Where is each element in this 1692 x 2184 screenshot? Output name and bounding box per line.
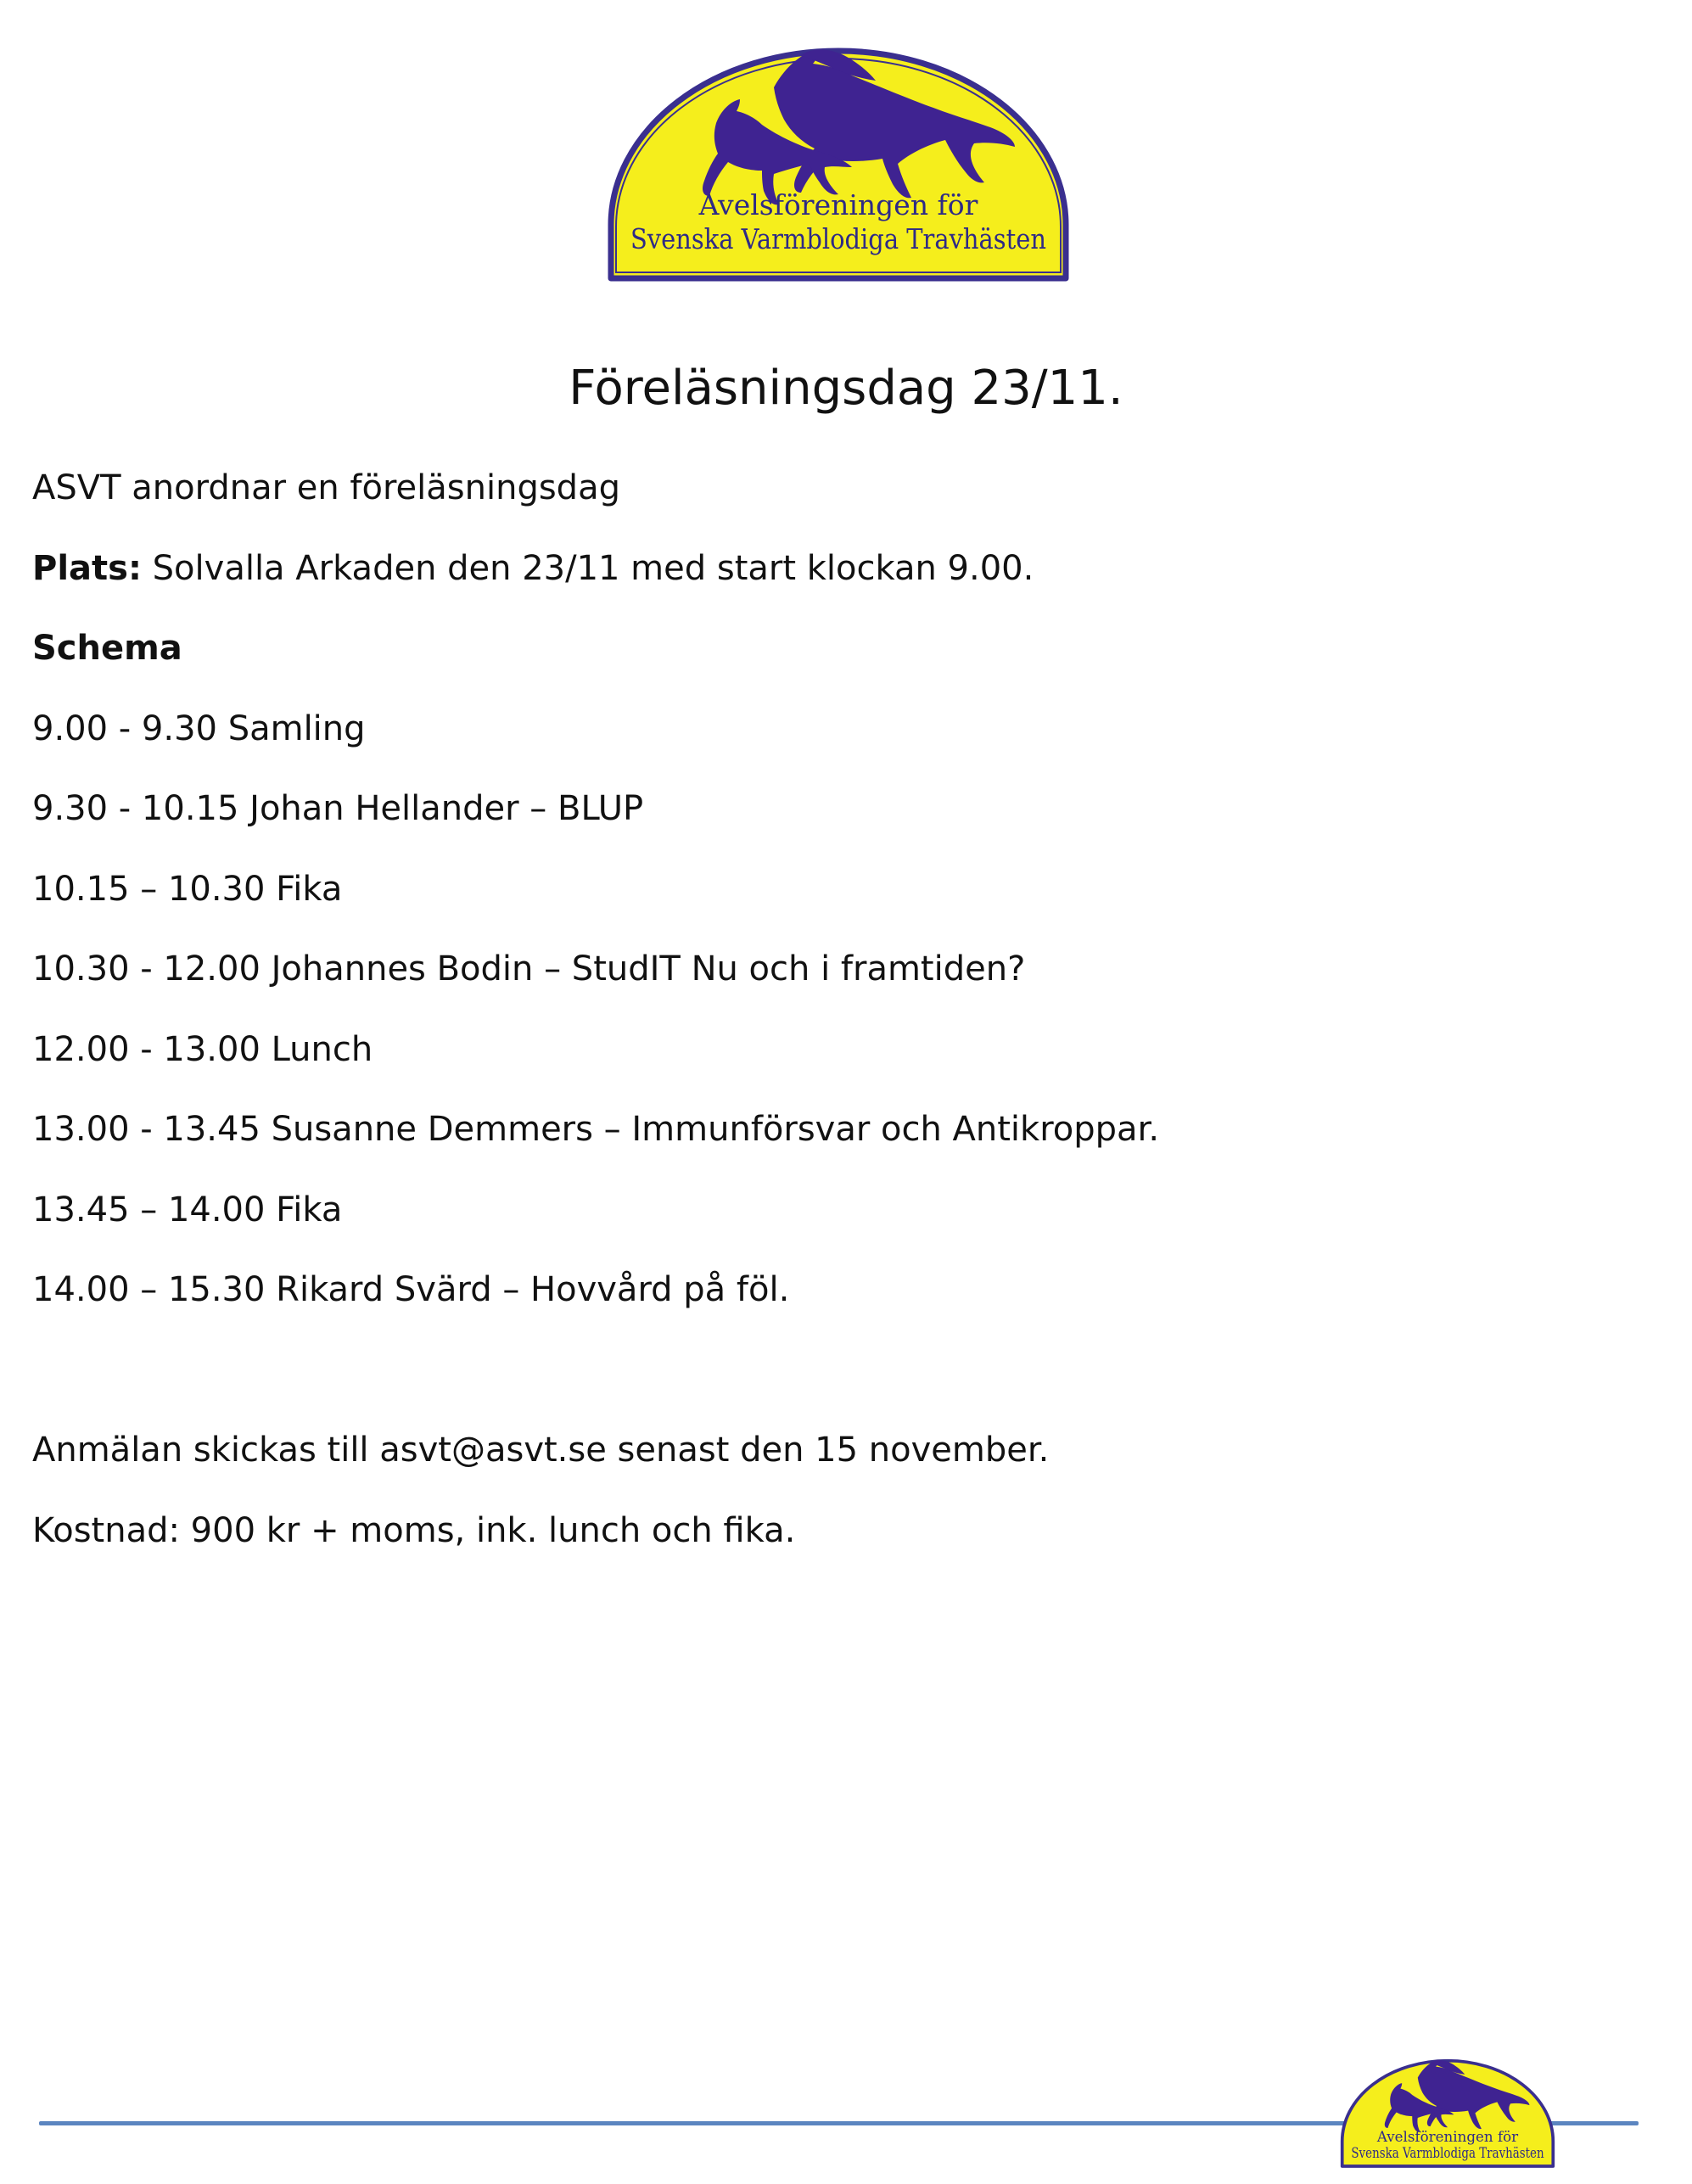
schedule-item: 13.45 – 14.00 Fika xyxy=(32,1190,343,1229)
schedule-item: 9.00 - 9.30 Samling xyxy=(32,708,366,748)
schedule-item: 10.15 – 10.30 Fika xyxy=(32,869,343,909)
schedule-item: 9.30 - 10.15 Johan Hellander – BLUP xyxy=(32,789,644,828)
schedule-heading: Schema xyxy=(32,629,182,668)
intro-text: ASVT anordnar en föreläsningsdag xyxy=(32,468,620,507)
schedule-item: 13.00 - 13.45 Susanne Demmers – Immunförsvar och Antikroppar. xyxy=(32,1110,1160,1149)
spacer xyxy=(32,1330,1628,1411)
place-text: Solvalla Arkaden den 23/11 med start klockan 9.00. xyxy=(141,548,1034,588)
schedule-item: 10.30 - 12.00 Johannes Bodin – StudIT Nu och i framtiden? xyxy=(32,949,1026,988)
schedule-item: 12.00 - 13.00 Lunch xyxy=(32,1029,373,1069)
page-title: Föreläsningsdag 23/11. xyxy=(569,361,1123,416)
asvt-logo-footer xyxy=(1339,2057,1556,2172)
place-label: Plats: xyxy=(32,548,142,588)
logo-footer-text-line2: Svenska Varmblodiga Travhästen xyxy=(1351,2145,1544,2162)
schedule-item: 14.00 – 15.30 Rikard Svärd – Hovvård på föl. xyxy=(32,1270,790,1309)
cost-text: Kostnad: 900 kr + moms, ink. lunch och fika. xyxy=(32,1510,796,1550)
logo-text-line2: Svenska Varmblodiga Travhästen xyxy=(630,222,1046,255)
asvt-logo xyxy=(604,47,1073,287)
logo-text-line1: Avelsföreningen för xyxy=(698,188,978,221)
place-line xyxy=(32,529,1628,609)
logo-footer-text-line1: Avelsföreningen för xyxy=(1376,2128,1519,2145)
registration-text: Anmälan skickas till asvt@asvt.se senast den 15 november. xyxy=(32,1431,1050,1470)
document-body xyxy=(32,448,1628,1571)
